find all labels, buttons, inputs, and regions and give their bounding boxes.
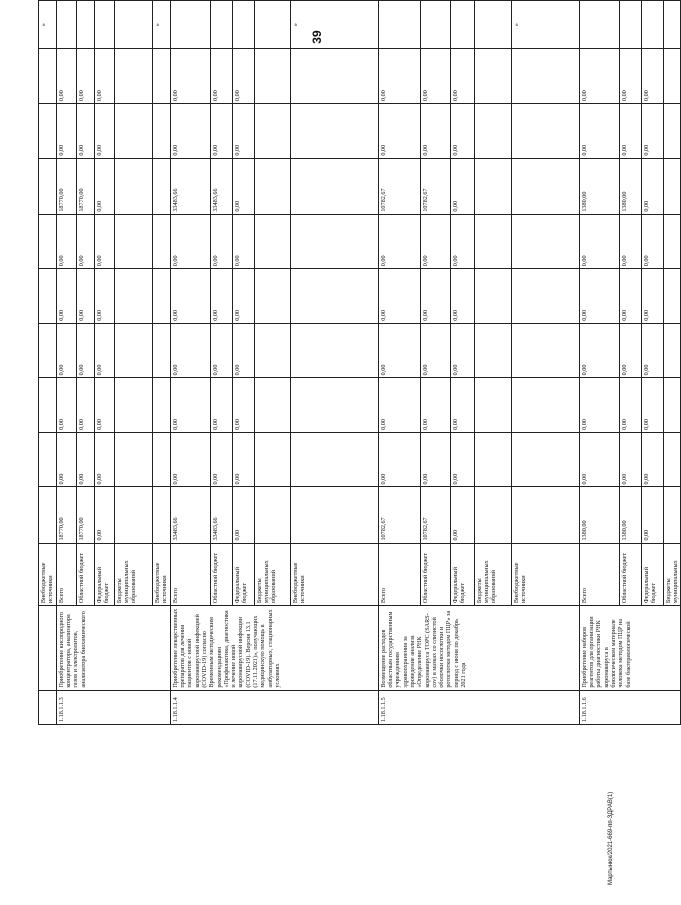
value-cell: [290, 323, 378, 378]
value-cell: [663, 378, 681, 433]
value-cell: 0,00: [210, 432, 232, 487]
value-cell: 0,00: [378, 269, 420, 324]
funding-source: Внебюджетные источники: [152, 543, 170, 606]
value-cell: [474, 378, 511, 433]
value-cell: 1380,00: [619, 487, 641, 543]
value-cell: [152, 323, 170, 378]
value-cell: 0,00: [641, 323, 663, 378]
item-name: Приобретение лекарственных препаратов для лечения пациентов с новой коронавирусной инфекцией (COVID-19) согласно Временным методическим рекомендациям «Профилактика, диагностика и лечение новой коронавирусной инфекции (COVID-19). Версия 13.1 (17.11.2021)», получающих медицинскую помощь в амбулаторных, стационарных условиях: [170, 606, 378, 691]
item-number: 1.18.1.1.3: [56, 690, 170, 724]
value-cell: 0,00: [579, 432, 619, 487]
value-cell: 0,00: [76, 214, 94, 269]
value-cell: 0,00: [56, 432, 76, 487]
note-cell: [663, 1, 681, 49]
value-cell: [114, 378, 152, 433]
value-cell: 0,00: [170, 432, 210, 487]
value-cell: 0,00: [170, 378, 210, 433]
value-cell: 0,00: [94, 214, 114, 269]
funding-source: Внебюджетные источники: [511, 543, 579, 606]
value-cell: [663, 214, 681, 269]
value-cell: 0,00: [420, 432, 450, 487]
value-cell: 0,00: [619, 49, 641, 104]
value-cell: 0,00: [232, 158, 254, 214]
value-cell: 10782,67: [420, 487, 450, 543]
value-cell: 0,00: [420, 49, 450, 104]
value-cell: [290, 158, 378, 214]
value-cell: 0,00: [232, 269, 254, 324]
funding-source: Федеральный бюджет: [641, 543, 663, 606]
value-cell: 0,00: [641, 49, 663, 104]
table-row: [170, 1, 210, 725]
table-row: [56, 1, 76, 725]
value-cell: 0,00: [232, 378, 254, 433]
value-cell: [511, 49, 579, 104]
value-cell: [290, 487, 378, 543]
note-cell: [56, 1, 76, 49]
value-cell: 0,00: [619, 432, 641, 487]
item-number: 1.18.1.1.6: [579, 690, 681, 724]
value-cell: 0,00: [619, 323, 641, 378]
note-cell: [254, 1, 290, 49]
value-cell: 0,00: [641, 487, 663, 543]
value-cell: 1380,00: [579, 487, 619, 543]
funding-source: Бюджеты муниципальных образований: [254, 543, 290, 606]
value-cell: 0,00: [210, 269, 232, 324]
value-cell: 0,00: [450, 49, 474, 104]
value-cell: 0,00: [619, 269, 641, 324]
value-cell: [663, 269, 681, 324]
value-cell: [39, 49, 57, 104]
value-cell: [152, 432, 170, 487]
value-cell: [663, 104, 681, 159]
value-cell: 0,00: [450, 104, 474, 159]
value-cell: 0,00: [94, 432, 114, 487]
value-cell: 1380,00: [579, 158, 619, 214]
value-cell: 18770,00: [56, 487, 76, 543]
item-name: Возмещение расходов областным государственным учреждениям здравоохранения за проведение анализа «Определение РНК коронавируса ТОРС (SARS-cov) в мазках со слизистой оболочки носоглотки и ротоглотки методом ПЦР» за период с июня по декабрь 2021 года: [378, 606, 579, 691]
value-cell: 0,00: [76, 104, 94, 159]
value-cell: 0,00: [170, 323, 210, 378]
value-cell: [39, 104, 57, 159]
value-cell: 0,00: [378, 49, 420, 104]
value-cell: 0,00: [450, 214, 474, 269]
value-cell: [511, 487, 579, 543]
value-cell: [511, 432, 579, 487]
value-cell: 0,00: [210, 378, 232, 433]
value-cell: [511, 323, 579, 378]
value-cell: 18770,00: [56, 158, 76, 214]
value-cell: 0,00: [579, 378, 619, 433]
value-cell: 0,00: [450, 378, 474, 433]
value-cell: 0,00: [170, 49, 210, 104]
value-cell: 0,00: [420, 104, 450, 159]
value-cell: [290, 378, 378, 433]
value-cell: [474, 104, 511, 159]
value-cell: [152, 104, 170, 159]
value-cell: [474, 269, 511, 324]
value-cell: 0,00: [170, 269, 210, 324]
footer-reference: Мартынюк/2021-669-пп-ЗДРАВ(1): [608, 791, 614, 885]
funding-source: Бюджеты муниципальных: [663, 543, 681, 606]
value-cell: [474, 432, 511, 487]
value-cell: 0,00: [641, 378, 663, 433]
value-cell: 0,00: [56, 104, 76, 159]
value-cell: [152, 49, 170, 104]
value-cell: 0,00: [450, 269, 474, 324]
note-cell: »: [152, 1, 170, 49]
value-cell: 0,00: [420, 323, 450, 378]
value-cell: 0,00: [450, 487, 474, 543]
value-cell: 33483,66: [170, 487, 210, 543]
value-cell: 0,00: [56, 269, 76, 324]
value-cell: [663, 49, 681, 104]
funding-source: Бюджеты муниципальных образований: [474, 543, 511, 606]
value-cell: 0,00: [76, 49, 94, 104]
value-cell: [152, 269, 170, 324]
value-cell: 0,00: [378, 378, 420, 433]
funding-source: Внебюджетные источники: [290, 543, 378, 606]
funding-source: Всего: [579, 543, 619, 606]
table-row: [39, 1, 57, 725]
funding-source: Внебюджетные источники: [39, 543, 57, 606]
value-cell: [254, 323, 290, 378]
value-cell: 0,00: [420, 378, 450, 433]
value-cell: 0,00: [641, 158, 663, 214]
value-cell: 0,00: [76, 323, 94, 378]
value-cell: [114, 104, 152, 159]
value-cell: 0,00: [420, 214, 450, 269]
value-cell: 0,00: [94, 487, 114, 543]
value-cell: 0,00: [170, 104, 210, 159]
funding-source: Бюджеты муниципальных образований: [114, 543, 152, 606]
funding-source: Федеральный бюджет: [232, 543, 254, 606]
value-cell: 0,00: [378, 214, 420, 269]
value-cell: [474, 158, 511, 214]
value-cell: 0,00: [76, 432, 94, 487]
value-cell: 0,00: [232, 487, 254, 543]
table-row: [378, 1, 420, 725]
item-number: 1.18.1.1.4: [170, 690, 378, 724]
value-cell: 0,00: [56, 49, 76, 104]
note-cell: [76, 1, 94, 49]
note-cell: [474, 1, 511, 49]
value-cell: 0,00: [56, 378, 76, 433]
value-cell: [474, 487, 511, 543]
value-cell: [152, 487, 170, 543]
value-cell: 0,00: [76, 269, 94, 324]
value-cell: 0,00: [450, 432, 474, 487]
value-cell: 0,00: [450, 323, 474, 378]
value-cell: 0,00: [94, 104, 114, 159]
funding-source: Всего: [170, 543, 210, 606]
value-cell: 0,00: [619, 378, 641, 433]
value-cell: 0,00: [641, 432, 663, 487]
note-cell: »: [290, 1, 378, 49]
value-cell: 0,00: [619, 214, 641, 269]
value-cell: 0,00: [56, 214, 76, 269]
value-cell: [152, 214, 170, 269]
note-cell: [170, 1, 210, 49]
value-cell: 0,00: [232, 214, 254, 269]
funding-source: Федеральный бюджет: [450, 543, 474, 606]
value-cell: [511, 378, 579, 433]
value-cell: [114, 158, 152, 214]
funding-source: Областной бюджет: [210, 543, 232, 606]
note-cell: [450, 1, 474, 49]
funding-source: Всего: [56, 543, 76, 606]
value-cell: [254, 269, 290, 324]
value-cell: 0,00: [378, 432, 420, 487]
value-cell: 0,00: [76, 378, 94, 433]
value-cell: 0,00: [450, 158, 474, 214]
budget-table: [38, 0, 681, 725]
note-cell: »: [39, 1, 57, 49]
funding-source: Всего: [378, 543, 420, 606]
value-cell: [39, 269, 57, 324]
value-cell: [663, 487, 681, 543]
funding-source: Областной бюджет: [76, 543, 94, 606]
value-cell: 0,00: [210, 49, 232, 104]
value-cell: 0,00: [641, 269, 663, 324]
value-cell: [511, 214, 579, 269]
value-cell: 0,00: [94, 269, 114, 324]
value-cell: [290, 214, 378, 269]
value-cell: [114, 487, 152, 543]
value-cell: [114, 323, 152, 378]
note-cell: [641, 1, 663, 49]
value-cell: 0,00: [210, 104, 232, 159]
item-name: [39, 606, 57, 691]
value-cell: [114, 432, 152, 487]
value-cell: 33483,66: [210, 158, 232, 214]
value-cell: [39, 158, 57, 214]
value-cell: [290, 432, 378, 487]
value-cell: [474, 49, 511, 104]
value-cell: [39, 487, 57, 543]
value-cell: [39, 432, 57, 487]
value-cell: 0,00: [378, 104, 420, 159]
value-cell: 0,00: [232, 323, 254, 378]
value-cell: 0,00: [641, 214, 663, 269]
value-cell: [114, 49, 152, 104]
value-cell: [39, 214, 57, 269]
value-cell: 0,00: [579, 214, 619, 269]
note-cell: »: [511, 1, 579, 49]
value-cell: [511, 104, 579, 159]
value-cell: [254, 432, 290, 487]
value-cell: 0,00: [94, 323, 114, 378]
item-number: 1.18.1.1.5: [378, 690, 579, 724]
value-cell: 33483,66: [170, 158, 210, 214]
note-cell: [420, 1, 450, 49]
value-cell: [254, 378, 290, 433]
value-cell: 10782,67: [378, 158, 420, 214]
value-cell: 0,00: [94, 158, 114, 214]
value-cell: 0,00: [579, 323, 619, 378]
value-cell: 18770,00: [76, 158, 94, 214]
value-cell: [254, 49, 290, 104]
value-cell: 0,00: [420, 269, 450, 324]
value-cell: 0,00: [94, 49, 114, 104]
value-cell: [290, 49, 378, 104]
note-cell: [579, 1, 619, 49]
page-number: 39: [310, 30, 324, 44]
note-cell: [94, 1, 114, 49]
value-cell: 18770,00: [76, 487, 94, 543]
value-cell: [663, 432, 681, 487]
note-cell: [210, 1, 232, 49]
value-cell: [254, 104, 290, 159]
value-cell: 0,00: [579, 104, 619, 159]
value-cell: 0,00: [619, 104, 641, 159]
value-cell: [511, 269, 579, 324]
value-cell: 0,00: [170, 214, 210, 269]
value-cell: 0,00: [210, 214, 232, 269]
note-cell: [378, 1, 420, 49]
value-cell: 0,00: [232, 49, 254, 104]
value-cell: [39, 323, 57, 378]
value-cell: [474, 323, 511, 378]
item-name: Приобретение кислородного концентратора, анализатора газов и электролитов, анализатора биохимического: [56, 606, 170, 691]
value-cell: [290, 104, 378, 159]
note-cell: [232, 1, 254, 49]
value-cell: [254, 487, 290, 543]
value-cell: [114, 269, 152, 324]
item-number: [39, 690, 57, 724]
value-cell: 0,00: [94, 378, 114, 433]
value-cell: 1380,00: [619, 158, 641, 214]
value-cell: [254, 158, 290, 214]
funding-source: Федеральный бюджет: [94, 543, 114, 606]
value-cell: [474, 214, 511, 269]
value-cell: [290, 269, 378, 324]
value-cell: [663, 158, 681, 214]
value-cell: 0,00: [210, 323, 232, 378]
table-row: [579, 1, 619, 725]
value-cell: 10782,67: [378, 487, 420, 543]
value-cell: [254, 214, 290, 269]
value-cell: [511, 158, 579, 214]
note-cell: [114, 1, 152, 49]
value-cell: 0,00: [378, 323, 420, 378]
funding-source: Областной бюджет: [619, 543, 641, 606]
value-cell: 0,00: [641, 104, 663, 159]
value-cell: [114, 214, 152, 269]
value-cell: 0,00: [579, 49, 619, 104]
item-name: Приобретение наборов реагентов для организации работы диагностики РНК коронавируса в биологическом материале человека методом ПЦР на базе бактериологической: [579, 606, 681, 691]
note-cell: [619, 1, 641, 49]
value-cell: [152, 378, 170, 433]
value-cell: 0,00: [56, 323, 76, 378]
value-cell: [663, 323, 681, 378]
value-cell: 10782,67: [420, 158, 450, 214]
value-cell: 0,00: [232, 104, 254, 159]
funding-source: Областной бюджет: [420, 543, 450, 606]
value-cell: 0,00: [579, 269, 619, 324]
value-cell: 0,00: [232, 432, 254, 487]
value-cell: [152, 158, 170, 214]
value-cell: [39, 378, 57, 433]
value-cell: 33483,66: [210, 487, 232, 543]
